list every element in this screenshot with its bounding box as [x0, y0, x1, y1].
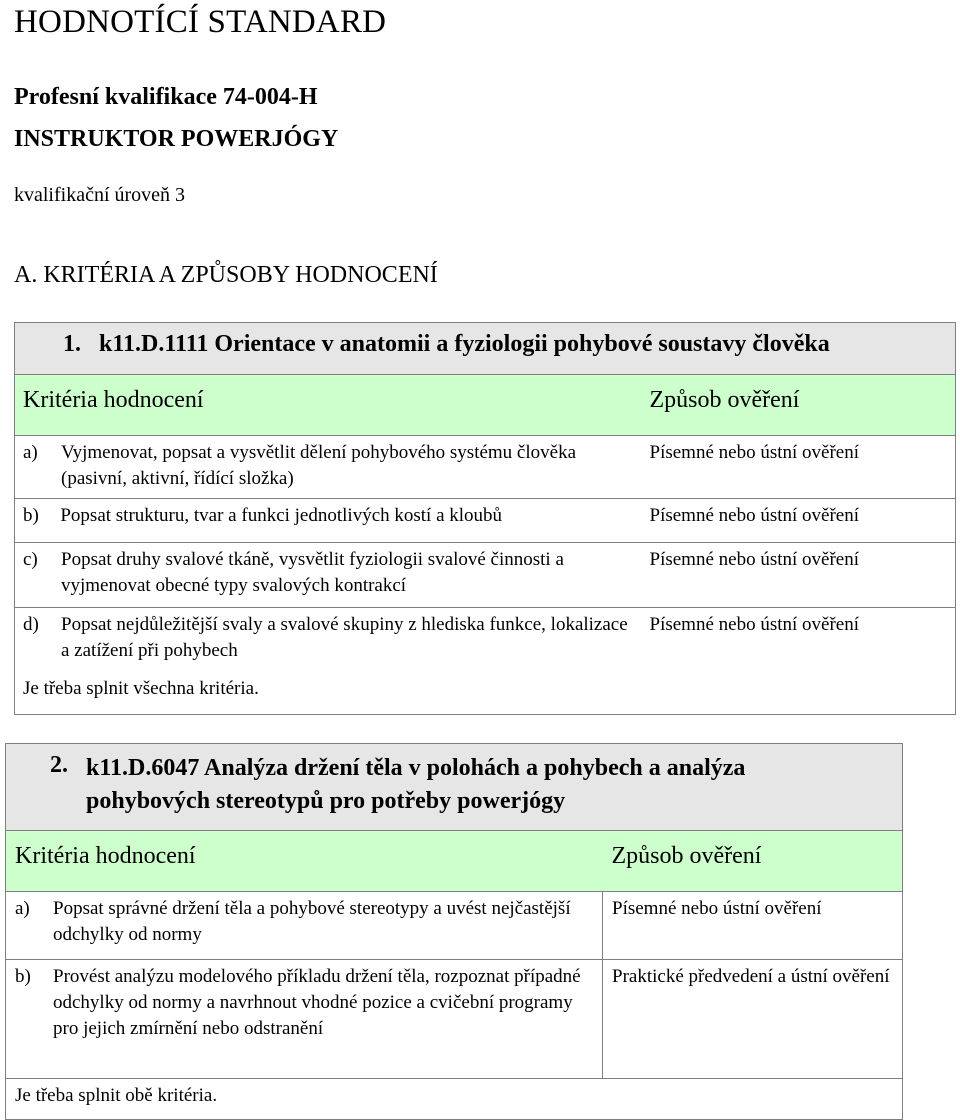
unit-1-title: k11.D.1111 Orientace v anatomii a fyziologii pohybové soustavy člověka [99, 331, 830, 357]
criterion-prefix: d) [23, 614, 39, 635]
method-text: Písemné nebo ústní ověření [641, 499, 956, 543]
criterion-text: Popsat nejdůležitější svaly a svalové skupiny z hlediska funkce, lokalizace a zatížení při pohybech [61, 614, 628, 661]
criterion-text: Vyjmenovat, popsat a vysvětlit dělení pohybového systému člověka (pasivní, aktivní, řídící složka) [61, 442, 577, 489]
criterion-row [6, 892, 903, 960]
criteria-column-header: Kritéria hodnocení [15, 375, 641, 436]
qualification-name: INSTRUKTOR POWERJÓGY [14, 126, 339, 152]
method-column-header: Způsob ověření [641, 375, 956, 436]
criteria-footer: Je třeba splnit všechna kritéria. [15, 672, 956, 715]
unit-2-table [5, 743, 903, 1120]
unit-2-header-row [6, 831, 903, 892]
unit-2-number: 2. [50, 752, 68, 778]
method-text: Praktické předvedení a ústní ověření [603, 960, 903, 1079]
method-text: Písemné nebo ústní ověření [603, 892, 903, 960]
criterion-prefix: b) [15, 966, 31, 987]
footer-row [15, 672, 956, 715]
criterion-prefix: b) [23, 505, 39, 526]
method-text: Písemné nebo ústní ověření [641, 608, 956, 673]
criterion-text: Provést analýzu modelového příkladu držení těla, rozpoznat případné odchylky od normy a navrhnout vhodné pozice a cvičební programy pro jejich zmírnění nebo odstranění [53, 966, 581, 1039]
criterion-prefix: c) [23, 549, 38, 570]
criterion-prefix: a) [23, 442, 38, 463]
criterion-row [15, 499, 956, 543]
method-text: Písemné nebo ústní ověření [641, 543, 956, 608]
unit-1-table [14, 322, 956, 715]
unit-2-title: k11.D.6047 Analýza držení těla v polohách a pohybech a analýza pohybových stereotypů pro potřeby powerjógy [86, 755, 746, 814]
unit-2-title-row [6, 744, 903, 831]
page-title: HODNOTÍCÍ STANDARD [14, 4, 387, 40]
criterion-text: Popsat správné držení těla a pohybové stereotypy a uvést nejčastější odchylky od normy [53, 898, 571, 945]
qualification-level: kvalifikační úroveň 3 [14, 184, 186, 206]
qualification-code: Profesní kvalifikace 74-004-H [14, 84, 318, 110]
criteria-footer: Je třeba splnit obě kritéria. [6, 1079, 903, 1120]
unit-1-header-row [15, 375, 956, 436]
unit-1-title-row [15, 323, 956, 375]
method-column-header: Způsob ověření [603, 831, 903, 892]
section-heading: A. KRITÉRIA A ZPŮSOBY HODNOCENÍ [14, 262, 438, 288]
method-text: Písemné nebo ústní ověření [641, 436, 956, 499]
criteria-column-header: Kritéria hodnocení [6, 831, 603, 892]
criterion-row [15, 608, 956, 673]
criterion-row [15, 543, 956, 608]
footer-row [6, 1079, 903, 1120]
criterion-prefix: a) [15, 898, 30, 919]
criterion-row [15, 436, 956, 499]
criterion-text: Popsat strukturu, tvar a funkci jednotlivých kostí a kloubů [60, 505, 503, 526]
criterion-row [6, 960, 903, 1079]
criterion-text: Popsat druhy svalové tkáně, vysvětlit fyziologii svalové činnosti a vyjmenovat obecné typy svalových kontrakcí [61, 549, 564, 596]
unit-1-number: 1. [63, 331, 81, 357]
